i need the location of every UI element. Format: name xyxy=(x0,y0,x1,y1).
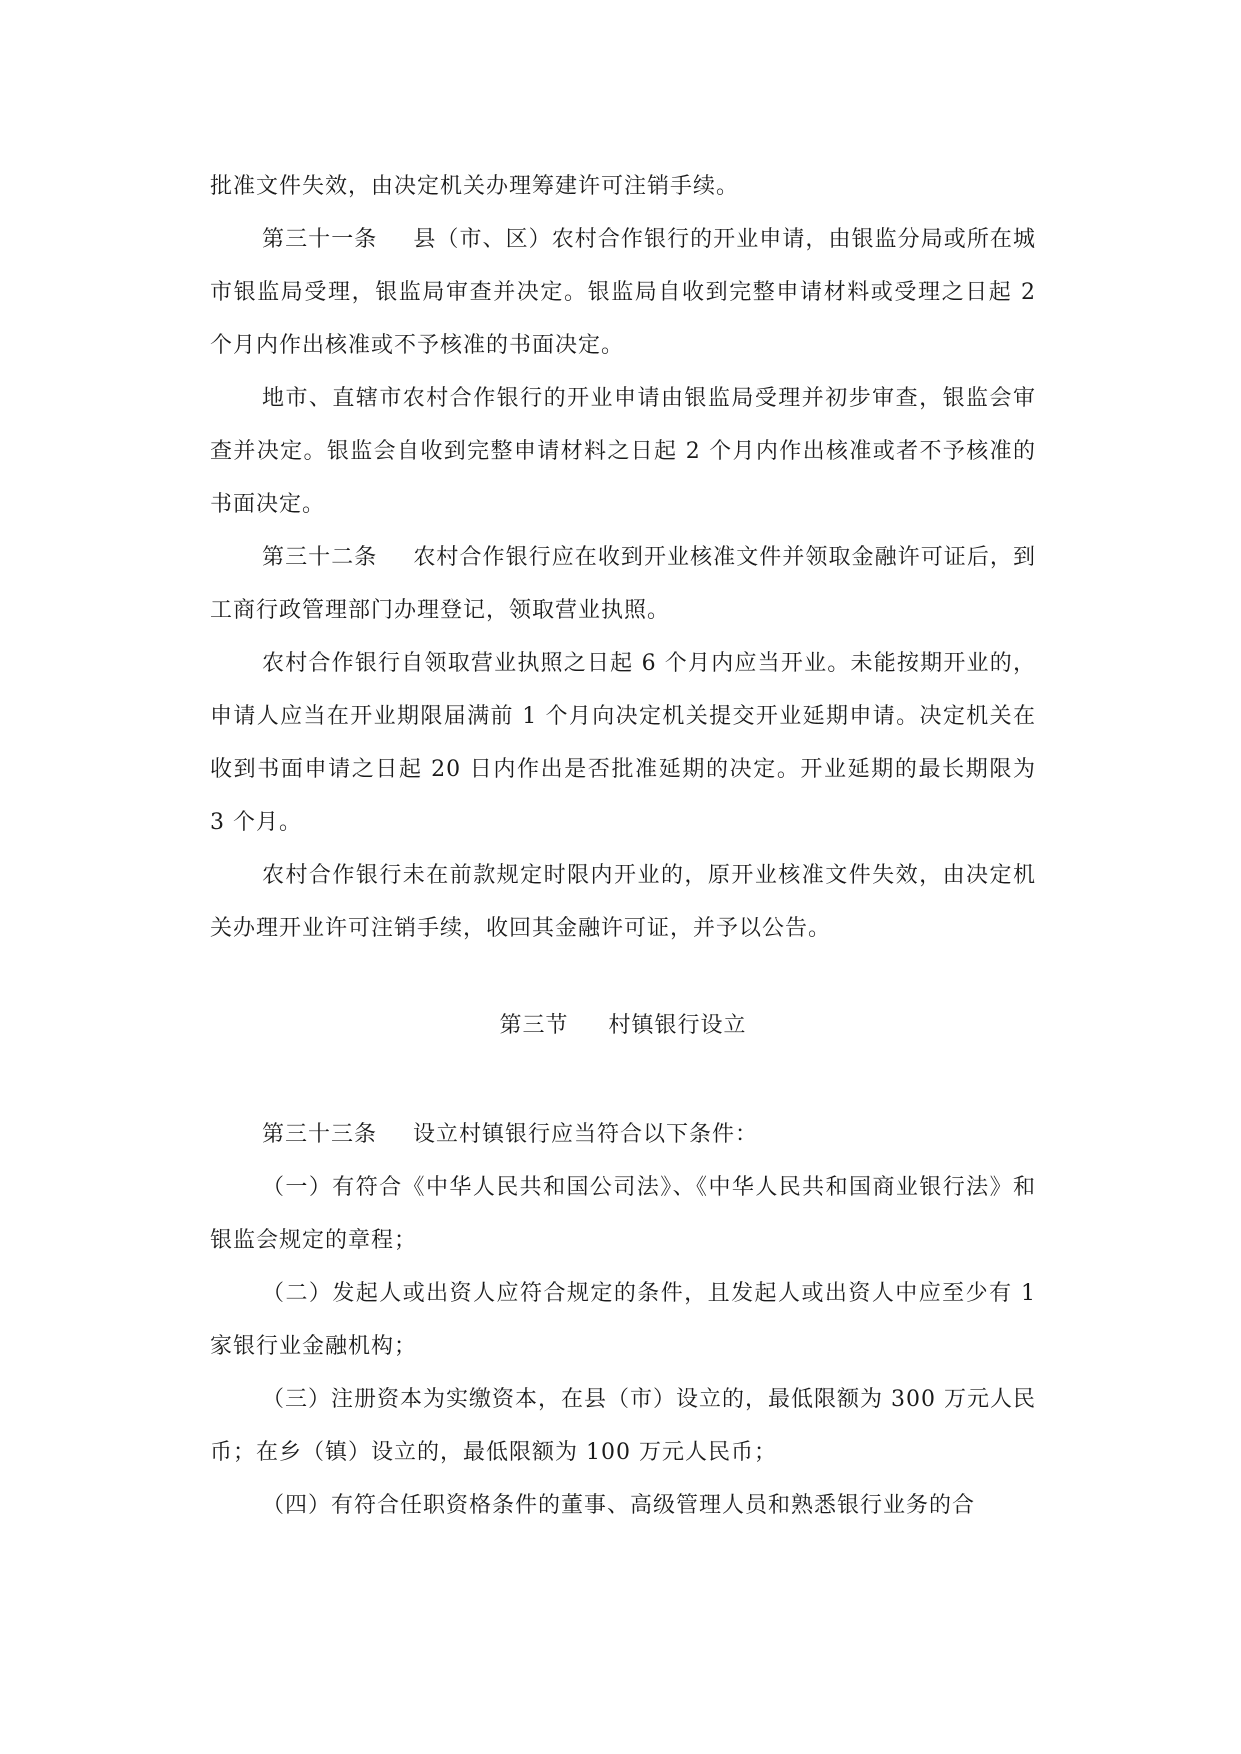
paragraph-continuation: 批准文件失效，由决定机关办理筹建许可注销手续。 xyxy=(210,174,740,199)
section-label: 第三节 xyxy=(499,1013,569,1038)
article-32-paragraph-2: 农村合作银行自领取营业执照之日起 6 个月内应当开业。未能按期开业的，申请人应当在开业期限届满前 1 个月向决定机关提交开业延期申请。决定机关在收到书面申请之日起 20 日内作出是否批准延期的决定。开业延期的最长期限为 3 个月。 xyxy=(210,651,1036,835)
section-title: 村镇银行设立 xyxy=(608,1013,747,1038)
article-label: 第三十一条 xyxy=(262,227,378,252)
article-31-paragraph-2: 地市、直辖市农村合作银行的开业申请由银监局受理并初步审查，银监会审查并决定。银监会自收到完整申请材料之日起 2 个月内作出核准或者不予核准的书面决定。 xyxy=(210,386,1036,517)
article-label: 第三十三条 xyxy=(262,1122,378,1147)
list-item: （二）发起人或出资人应符合规定的条件，且发起人或出资人中应至少有 1 家银行业金融机构； xyxy=(210,1281,1036,1359)
article-text: 设立村镇银行应当符合以下条件： xyxy=(413,1122,759,1147)
article-31 xyxy=(210,213,1036,372)
article-32-paragraph-3: 农村合作银行未在前款规定时限内开业的，原开业核准文件失效，由决定机关办理开业许可注销手续，收回其金融许可证，并予以公告。 xyxy=(210,863,1036,941)
document-body xyxy=(210,160,1036,1532)
list-item: （四）有符合任职资格条件的董事、高级管理人员和熟悉银行业务的合 xyxy=(262,1493,976,1518)
article-33 xyxy=(210,1108,1036,1161)
article-text: 农村合作银行应在收到开业核准文件并领取金融许可证后，到工商行政管理部门办理登记，领取营业执照。 xyxy=(210,545,1036,623)
list-item: （一）有符合《中华人民共和国公司法》、《中华人民共和国商业银行法》和银监会规定的章程； xyxy=(210,1175,1036,1253)
article-text: 县（市、区）农村合作银行的开业申请，由银监分局或所在城市银监局受理，银监局审查并决定。银监局自收到完整申请材料或受理之日起 2 个月内作出核准或不予核准的书面决定。 xyxy=(210,227,1036,358)
section-heading xyxy=(210,999,1036,1052)
list-item: （三）注册资本为实缴资本，在县（市）设立的，最低限额为 300 万元人民币；在乡（镇）设立的，最低限额为 100 万元人民币； xyxy=(210,1387,1036,1465)
condition-list xyxy=(210,1161,1036,1532)
article-32 xyxy=(210,531,1036,637)
article-label: 第三十二条 xyxy=(262,545,378,570)
